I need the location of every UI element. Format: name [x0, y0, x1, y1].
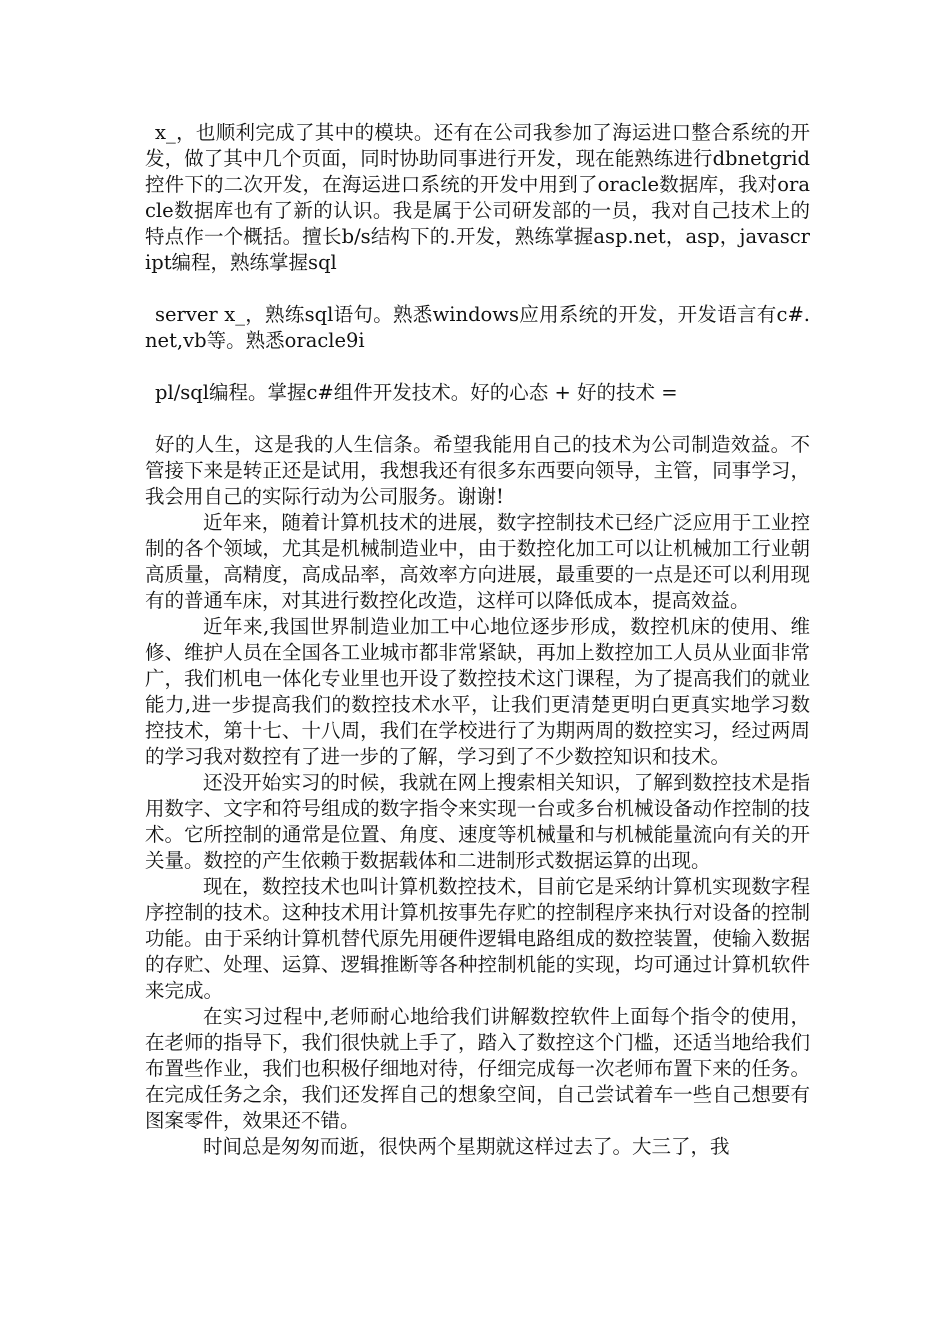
paragraph-4: 好的人生，这是我的人生信条。希望我能用自己的技术为公司制造效益。不管接下来是转正还是试用，我想我还有很多东西要向领导，主管，同事学习，我会用自己的实际行动为公司服务。谢谢!: [145, 433, 810, 508]
paragraph-5: 近年来，随着计算机技术的进展，数字控制技术已经广泛应用于工业控制的各个领域，尤其是机械制造业中，由于数控化加工可以让机械加工行业朝高质量，高精度，高成品率，高效率方向进展，最重要的一点是还可以利用现有的普通车床，对其进行数控化改造，这样可以降低成本，提高效益。: [145, 511, 810, 612]
paragraph-10: 时间总是匆匆而逝，很快两个星期就这样过去了。大三了，我: [203, 1135, 730, 1158]
paragraph-8: 现在，数控技术也叫计算机数控技术，目前它是采纳计算机实现数字程序控制的技术。这种技术用计算机按事先存贮的控制程序来执行对设备的控制功能。由于采纳计算机替代原先用硬件逻辑电路组成的数控装置，使输入数据的存贮、处理、运算、逻辑推断等各种控制机能的实现，均可通过计算机软件来完成。: [145, 875, 810, 1002]
paragraph-1: x_，也顺利完成了其中的模块。还有在公司我参加了海运进口整合系统的开发，做了其中几个页面，同时协助同事进行开发，现在能熟练进行dbnetgrid控件下的二次开发，在海运进口系统的开发中用到了oracle数据库，我对oracle数据库也有了新的认识。我是属于公司研发部的一员，我对自己技术上的特点作一个概括。擅长b/s结构下的.开发，熟练掌握asp.net，asp，javascript编程，熟练掌握sql: [145, 121, 810, 274]
paragraph-6: 近年来,我国世界制造业加工中心地位逐步形成，数控机床的使用、维修、维护人员在全国各工业城市都非常紧缺，再加上数控加工人员从业面非常广，我们机电一体化专业里也开设了数控技术这门课程，为了提高我们的就业能力,进一步提高我们的数控技术水平，让我们更清楚更明白更真实地学习数控技术，第十七、十八周，我们在学校进行了为期两周的数控实习，经过两周的学习我对数控有了进一步的了解，学习到了不少数控知识和技术。: [145, 615, 810, 768]
paragraph-7: 还没开始实习的时候，我就在网上搜索相关知识，了解到数控技术是指用数字、文字和符号组成的数字指令来实现一台或多台机械设备动作控制的技术。它所控制的通常是位置、角度、速度等机械量和与机械能量流向有关的开关量。数控的产生依赖于数据载体和二进制形式数据运算的出现。: [145, 771, 810, 872]
paragraph-2: server x_，熟练sql语句。熟悉windows应用系统的开发，开发语言有c#.net,vb等。熟悉oracle9i: [145, 303, 810, 352]
document-body: [145, 120, 810, 1160]
paragraph-9: 在实习过程中,老师耐心地给我们讲解数控软件上面每个指令的使用，在老师的指导下，我们很快就上手了，踏入了数控这个门槛，还适当地给我们布置些作业，我们也积极仔细地对待，仔细完成每一次老师布置下来的任务。在完成任务之余，我们还发挥自己的想象空间，自己尝试着车一些自己想要有图案零件，效果还不错。: [145, 1005, 810, 1132]
paragraph-3: pl/sql编程。掌握c#组件开发技术。好的心态 + 好的技术 =: [155, 381, 678, 404]
